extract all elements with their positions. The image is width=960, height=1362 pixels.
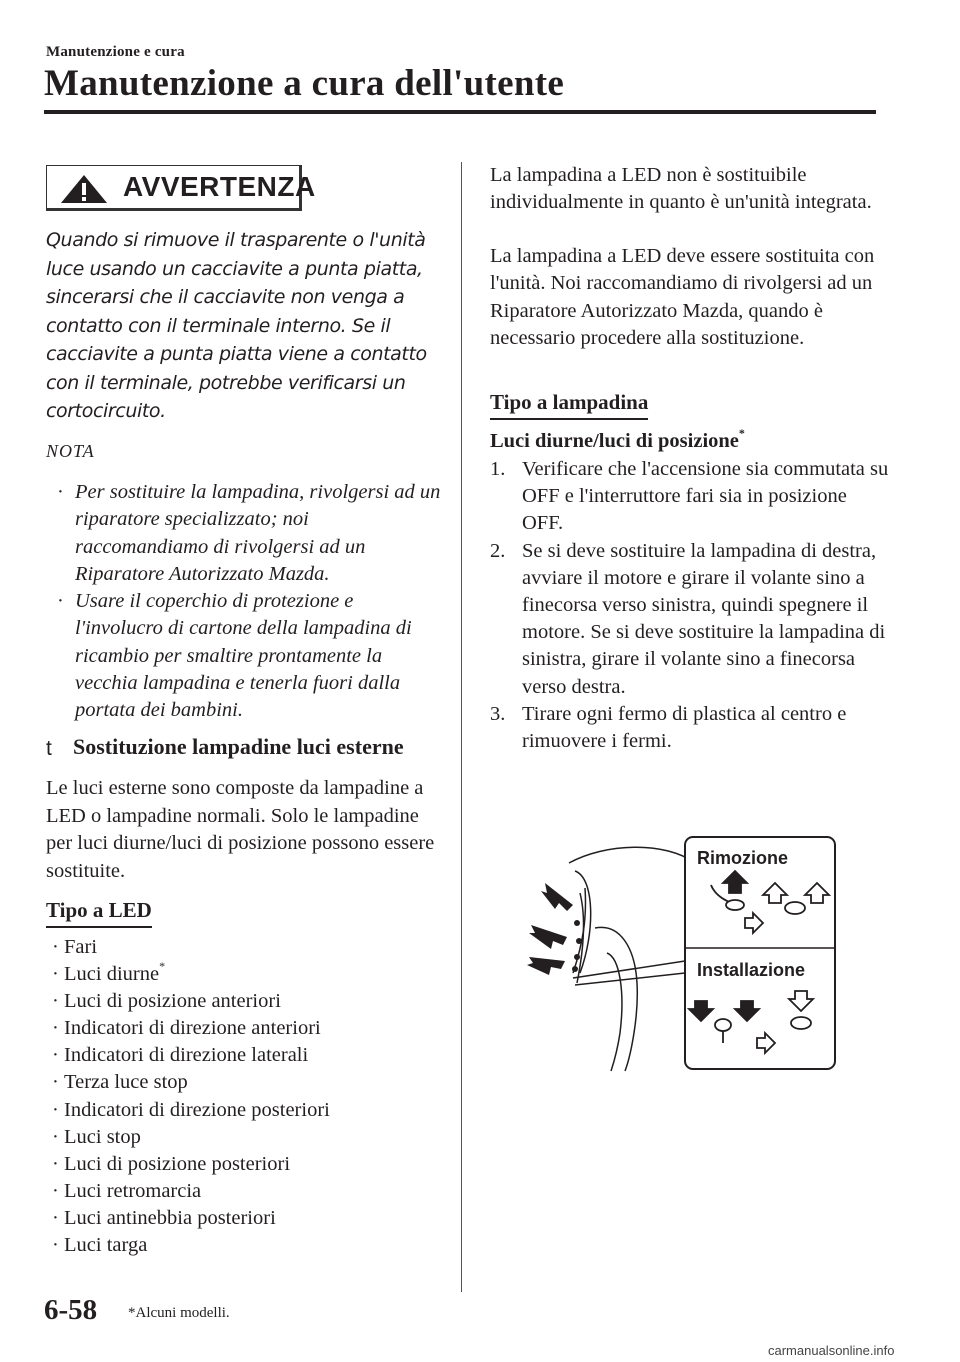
warning-box [46, 165, 316, 211]
list-item: · Luci retromarcia [46, 1178, 446, 1205]
asterisk-mark: * [159, 959, 166, 974]
list-item: · Indicatori di direzione anteriori [46, 1015, 446, 1042]
removal-label: Rimozione [697, 848, 789, 868]
list-item: · Luci antinebbia posteriori [46, 1205, 446, 1232]
bulb-type-heading: Tipo a lampadina [490, 390, 648, 420]
note-list [46, 479, 446, 725]
list-item: · Fari [46, 934, 446, 961]
drl-subheading: Luci diurne/luci di posizione* [490, 426, 745, 452]
asterisk-mark: * [738, 426, 745, 441]
column-divider [461, 162, 462, 1292]
section-title: Sostituzione lampadine luci esterne [73, 734, 404, 759]
step-item: 2. Se si deve sostituire la lampadina di destra, avviare il motore e girare il volante sino a finecorsa verso sinistra, quindi spegnere il motore. Se si deve sostituire la lampadina di sinistra, girare il volante sino a finecorsa verso destra. [490, 539, 886, 698]
warning-text: Quando si rimuove il trasparente o l'unità luce usando un cacciavite a punta piatta, sincerarsi che il cacciavite non venga a contatto con il terminale interno. Se il cacciavite a punta piatta viene a contatto con il terminale, potrebbe verificarsi un cortocircuito. [46, 229, 427, 422]
section-intro: Le luci esterne sono composte da lampadine a LED o lampadine normali. Solo le lampadine per luci diurne/luci di posizione possono essere sostituite. [46, 777, 435, 882]
led-replacement-paragraph: La lampadina a LED deve essere sostituita con l'unità. Noi raccomandiamo di rivolgersi ad un Riparatore Autorizzato Mazda, quando è necessario procedere alla sostituzione. [490, 245, 875, 350]
bumper-drawing [569, 847, 695, 1071]
list-item: · Terza luce stop [46, 1069, 446, 1096]
list-item: · Luci targa [46, 1232, 446, 1259]
list-item: · Luci diurne* [46, 961, 446, 988]
page-title: Manutenzione a cura dell'utente [44, 63, 565, 104]
note-title: NOTA [46, 441, 95, 461]
steps-list [490, 456, 890, 755]
led-note-paragraph: La lampadina a LED non è sostituibile individualmente in quanto è un'unità integrata. [490, 164, 872, 214]
note-item: · Per sostituire la lampadina, rivolgersi ad un riparatore specializzato; noi raccomandiamo di rivolgersi ad un Riparatore Autorizzato Mazda. [46, 479, 446, 588]
installation-label: Installazione [697, 960, 806, 980]
warning-triangle-icon [59, 173, 109, 205]
warning-label: AVVERTENZA [123, 171, 316, 202]
section-marker: t [46, 737, 52, 760]
list-item: · Luci di posizione anteriori [46, 988, 446, 1015]
clip-removal-illustration [525, 833, 840, 1073]
step-item: 3. Tirare ogni fermo di plastica al centro e rimuovere i fermi. [490, 702, 847, 753]
note-item: · Usare il coperchio di protezione e l'involucro di cartone della lampadina di ricambio per smaltire prontamente la vecchia lampadina e tenerla fuori dalla portata dei bambini. [46, 588, 446, 724]
led-heading: Tipo a LED [46, 898, 152, 928]
list-item: · Luci stop [46, 1124, 446, 1151]
watermark: carmanualsonline.info [768, 1343, 895, 1358]
footnote: *Alcuni modelli. [128, 1305, 230, 1321]
section-header: Manutenzione e cura [46, 44, 185, 60]
page-number: 6-58 [44, 1294, 98, 1326]
pointer-arrows [527, 883, 573, 975]
list-item: · Indicatori di direzione posteriori [46, 1097, 446, 1124]
callout-panel [685, 837, 835, 1069]
list-item: · Luci di posizione posteriori [46, 1151, 446, 1178]
header-rule [44, 110, 876, 114]
list-item: · Indicatori di direzione laterali [46, 1042, 446, 1069]
step-item: 1. Verificare che l'accensione sia commutata su OFF e l'interruttore fari sia in posizione OFF. [490, 458, 889, 535]
led-list [46, 934, 446, 1259]
